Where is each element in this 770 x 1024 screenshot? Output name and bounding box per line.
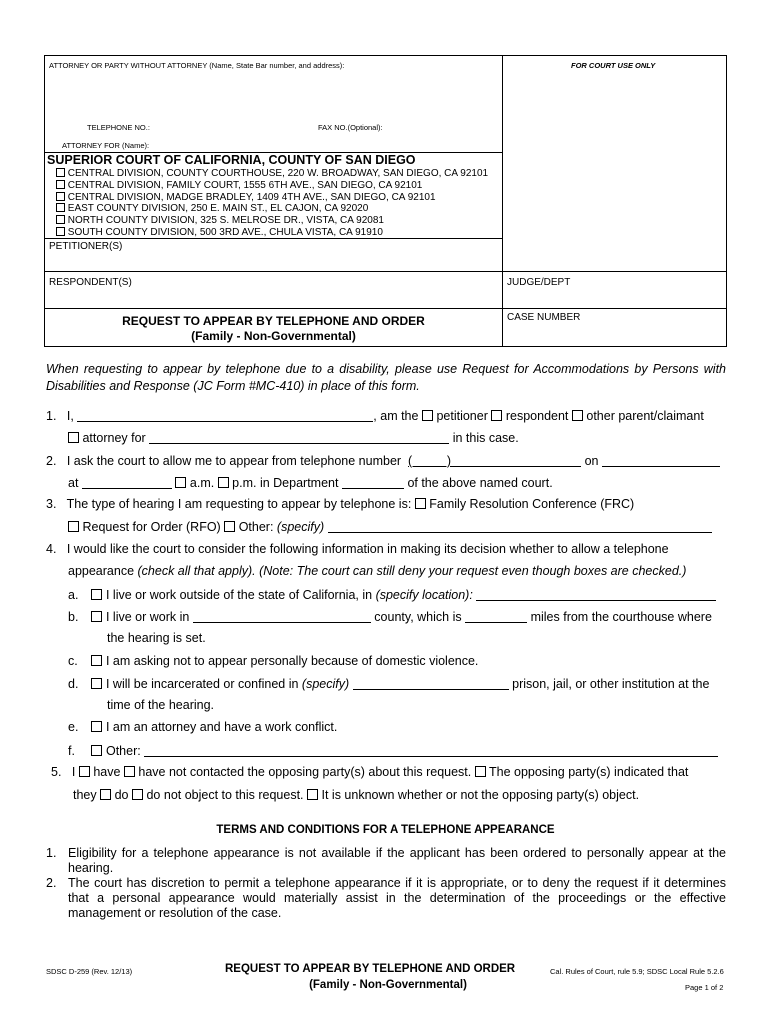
have-text: have	[93, 765, 121, 779]
attorney-info-field[interactable]	[49, 71, 497, 121]
other-parent-checkbox[interactable]	[572, 410, 583, 421]
date-field[interactable]	[602, 453, 720, 467]
department-field[interactable]	[342, 475, 404, 489]
division-list	[56, 168, 488, 239]
footer-title-line1: REQUEST TO APPEAR BY TELEPHONE AND ORDER	[225, 963, 516, 975]
am-the-text: , am the	[373, 409, 419, 423]
item-5	[51, 765, 688, 779]
attorney-for-label: ATTORNEY FOR (Name):	[62, 141, 150, 150]
intro-text: When requesting to appear by telephone due to a disability, please use Request for Accommodations by Persons with Disabilities and Response (JC Form #MC-410) in place of this form.	[46, 362, 726, 393]
case-number-label: CASE NUMBER	[507, 312, 581, 323]
terms-item-text: Eligibility for a telephone appearance is not available if the applicant has been ordered to personally appear at the hearing.	[68, 846, 726, 875]
item-number: 1.	[46, 409, 57, 423]
option-letter: c.	[68, 654, 78, 668]
item-1-line2	[68, 430, 519, 445]
item-number: 2.	[46, 454, 57, 468]
option-b	[68, 609, 712, 624]
am-checkbox[interactable]	[175, 477, 186, 488]
option-e	[68, 720, 337, 734]
option-d-checkbox[interactable]	[91, 678, 102, 689]
item-number: 4.	[46, 542, 57, 556]
division-checkbox[interactable]	[56, 203, 65, 212]
item-1-text: I,	[66, 409, 74, 423]
division-label: SOUTH COUNTY DIVISION, 500 3RD AVE., CHULA VISTA, CA 91910	[67, 226, 383, 238]
option-f-text: Other:	[105, 744, 141, 758]
court-use-label: FOR COURT USE ONLY	[571, 61, 656, 70]
unknown-text: It is unknown whether or not the opposing party(s) object.	[321, 788, 640, 802]
time-field[interactable]	[82, 475, 172, 489]
item-number: 3.	[46, 497, 57, 511]
rules-citation: Cal. Rules of Court, rule 5.9; SDSC Local Rule 5.2.6	[550, 967, 724, 976]
option-b-checkbox[interactable]	[91, 611, 102, 622]
i-text: I	[71, 765, 76, 779]
do-not-text: do not object to this request.	[146, 788, 304, 802]
they-text: they	[73, 788, 97, 802]
in-case-text: in this case.	[452, 431, 519, 445]
pm-dept-text: p.m. in Department	[232, 476, 339, 490]
item-number: 2.	[46, 876, 57, 890]
attorney-for-field[interactable]	[149, 430, 449, 444]
item-2-text: I ask the court to allow me to appear from telephone number	[66, 454, 402, 468]
option-letter: e.	[68, 720, 79, 734]
prison-text: prison, jail, or other institution at the	[512, 677, 710, 691]
option-letter: d.	[68, 677, 79, 691]
rfo-text: Request for Order (RFO)	[82, 520, 221, 534]
frc-text: Family Resolution Conference (FRC)	[429, 497, 635, 511]
division-label: CENTRAL DIVISION, COUNTY COURTHOUSE, 220 W. BROADWAY, SAN DIEGO, CA 92101	[67, 168, 489, 179]
item-number: 1.	[46, 846, 57, 860]
do-text: do	[114, 788, 129, 802]
item-3-line2	[68, 519, 712, 534]
specify-text: (specify)	[301, 677, 350, 691]
option-b-text: I live or work in	[105, 610, 190, 624]
unknown-checkbox[interactable]	[307, 789, 318, 800]
division-label: CENTRAL DIVISION, FAMILY COURT, 1555 6TH AVE., SAN DIEGO, CA 92101	[67, 179, 423, 191]
at-text: at	[68, 476, 79, 490]
telephone-number-field[interactable]	[451, 453, 581, 467]
form-title-line1: REQUEST TO APPEAR BY TELEPHONE AND ORDER	[122, 314, 425, 328]
option-d-text: I will be incarcerated or confined in	[105, 677, 299, 691]
item-2	[46, 453, 720, 468]
frc-checkbox[interactable]	[415, 498, 426, 509]
appearance-text: appearance	[68, 564, 135, 578]
option-d	[68, 676, 709, 691]
item-1	[46, 408, 704, 423]
division-checkbox[interactable]	[56, 215, 65, 224]
division-label: NORTH COUNTY DIVISION, 325 S. MELROSE DR., VISTA, CA 92081	[67, 215, 384, 227]
division-option[interactable]	[56, 227, 488, 239]
form-title	[44, 314, 503, 344]
division-option[interactable]	[56, 192, 488, 204]
option-f-checkbox[interactable]	[91, 745, 102, 756]
option-a-checkbox[interactable]	[91, 589, 102, 600]
confinement-field[interactable]	[353, 676, 509, 690]
division-option[interactable]	[56, 168, 488, 180]
option-e-checkbox[interactable]	[91, 721, 102, 732]
specify-location-text: (specify location):	[375, 588, 473, 602]
division-label: EAST COUNTY DIVISION, 250 E. MAIN ST., EL CAJON, CA 92020	[67, 203, 369, 215]
name-field[interactable]	[77, 408, 373, 422]
miles-field[interactable]	[465, 609, 527, 623]
hearing-other-field[interactable]	[328, 519, 712, 533]
attorney-label: ATTORNEY OR PARTY WITHOUT ATTORNEY (Name, State Bar number, and address):	[49, 61, 345, 70]
form-id: SDSC D-259 (Rev. 12/13)	[46, 967, 133, 976]
item-4-line2	[68, 564, 686, 578]
terms-item	[46, 876, 726, 921]
option-a-text: I live or work outside of the state of California, in	[105, 588, 373, 602]
other-reason-field[interactable]	[144, 743, 718, 757]
have-not-text: have not contacted the opposing party(s) about this request.	[138, 765, 472, 779]
option-e-text: I am an attorney and have a work conflict.	[105, 720, 338, 734]
county-text: county, which is	[374, 610, 462, 624]
am-text: a.m.	[189, 476, 215, 490]
on-text: on	[584, 454, 599, 468]
other-parent-text: other parent/claimant	[586, 409, 704, 423]
item-2-line2	[68, 475, 553, 490]
have-not-checkbox[interactable]	[124, 766, 135, 777]
respondent-checkbox[interactable]	[491, 410, 502, 421]
terms-heading: TERMS AND CONDITIONS FOR A TELEPHONE APPEARANCE	[216, 824, 555, 836]
option-c-checkbox[interactable]	[91, 655, 102, 666]
fax-label: FAX NO.(Optional):	[318, 123, 383, 132]
county-field[interactable]	[193, 609, 371, 623]
option-c	[68, 654, 478, 668]
option-letter: f.	[68, 744, 75, 758]
miles-text: miles from the courthouse where	[530, 610, 712, 624]
option-c-text: I am asking not to appear personally because of domestic violence.	[105, 654, 479, 668]
option-letter: a.	[68, 588, 79, 602]
form-title-line2: (Family - Non-Governmental)	[191, 329, 356, 343]
division-option[interactable]	[56, 180, 488, 192]
hearing-other-text: Other:	[238, 520, 274, 534]
petitioner-checkbox[interactable]	[422, 410, 433, 421]
attorney-for-checkbox[interactable]	[68, 432, 79, 443]
terms-list	[46, 846, 726, 921]
attorney-for-text: attorney for	[82, 431, 146, 445]
have-checkbox[interactable]	[79, 766, 90, 777]
item-4-text: I would like the court to consider the following information in making its decision whether to allow a telephone	[66, 542, 669, 556]
do-not-checkbox[interactable]	[132, 789, 143, 800]
page-number: Page 1 of 2	[685, 983, 724, 992]
item-3	[46, 497, 634, 511]
terms-item	[46, 846, 726, 876]
option-letter: b.	[68, 610, 79, 624]
option-f	[68, 743, 718, 758]
judge-dept-label: JUDGE/DEPT	[507, 277, 571, 288]
respondent-label: RESPONDENT(S)	[49, 277, 132, 288]
division-option[interactable]	[56, 215, 488, 227]
above-court-text: of the above named court.	[407, 476, 553, 490]
indicated-checkbox[interactable]	[475, 766, 486, 777]
footer-title-line2: (Family - Non-Governmental)	[309, 979, 467, 991]
pm-checkbox[interactable]	[218, 477, 229, 488]
division-label: CENTRAL DIVISION, MADGE BRADLEY, 1409 4TH AVE., SAN DIEGO, CA 92101	[67, 191, 436, 203]
do-checkbox[interactable]	[100, 789, 111, 800]
item-4	[46, 542, 726, 556]
division-checkbox[interactable]	[56, 168, 65, 177]
option-a	[68, 587, 716, 602]
petitioner-label: PETITIONER(S)	[49, 241, 123, 252]
item-5-line2	[73, 788, 639, 802]
telephone-label: TELEPHONE NO.:	[87, 123, 150, 132]
petitioner-text: petitioner	[436, 409, 488, 423]
option-d-line2: time of the hearing.	[107, 698, 215, 712]
area-code-field[interactable]: ( )	[408, 454, 452, 468]
division-option[interactable]	[56, 203, 488, 215]
hearing-other-checkbox[interactable]	[224, 521, 235, 532]
indicated-text: The opposing party(s) indicated that	[488, 765, 689, 779]
item-3-text: The type of hearing I am requesting to appear by telephone is:	[66, 497, 412, 511]
division-checkbox[interactable]	[56, 192, 65, 201]
check-all-note: (check all that apply). (Note: The court can still deny your request even though boxes are checked.)	[137, 564, 687, 578]
specify-text: (specify)	[276, 520, 325, 534]
division-checkbox[interactable]	[56, 227, 65, 236]
location-field[interactable]	[476, 587, 716, 601]
division-checkbox[interactable]	[56, 180, 65, 189]
item-number: 5.	[51, 765, 62, 779]
terms-item-text: The court has discretion to permit a telephone appearance if it is appropriate, or to deny the request if it determines that a personal appearance would materially assist in the determination of the proceedings or the effective management or resolution of the case.	[68, 876, 726, 920]
court-name: SUPERIOR COURT OF CALIFORNIA, COUNTY OF SAN DIEGO	[47, 153, 416, 167]
option-b-line2: the hearing is set.	[107, 631, 206, 645]
rfo-checkbox[interactable]	[68, 521, 79, 532]
respondent-text: respondent	[505, 409, 569, 423]
